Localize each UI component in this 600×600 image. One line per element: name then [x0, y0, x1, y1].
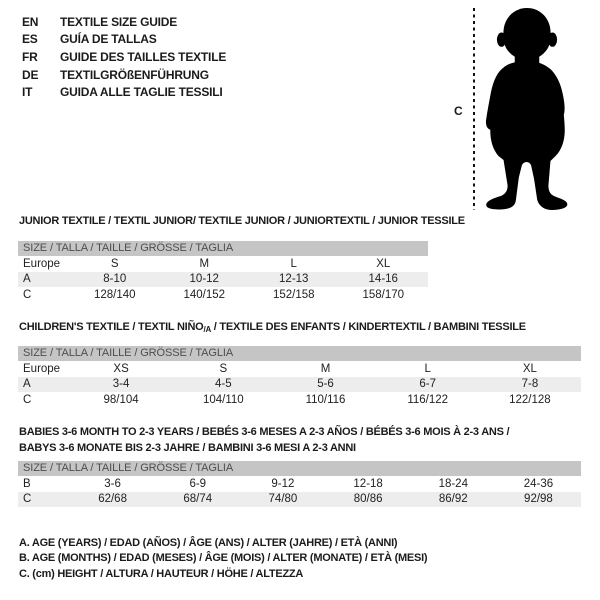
size-cell: 6-9 — [189, 477, 207, 490]
size-cell: S — [219, 362, 228, 375]
language-code: FR — [22, 49, 38, 64]
row-label: C — [23, 288, 32, 301]
language-row — [22, 48, 226, 66]
table-row — [18, 256, 428, 272]
row-label: A — [23, 378, 31, 391]
language-row — [22, 83, 226, 101]
size-header-bar: SIZE / TALLA / TAILLE / GRÖSSE / TAGLIA — [18, 461, 581, 476]
size-cell: 5-6 — [317, 378, 334, 391]
size-cell: 3-6 — [104, 477, 121, 490]
row-label: Europe — [23, 362, 61, 375]
table-row — [18, 377, 581, 393]
size-cell: 7-8 — [521, 378, 539, 391]
size-cell: M — [320, 362, 331, 375]
size-cell: 122/128 — [509, 393, 551, 406]
children-table-title — [19, 321, 526, 334]
size-cell: 3-4 — [112, 378, 130, 391]
language-row — [22, 13, 226, 31]
size-cell: 98/104 — [103, 393, 139, 406]
footnote-b: B. AGE (MONTHS) / EDAD (MESES) / ÂGE (MOIS) / ALTER (MONATE) / ETÀ (MESI) — [19, 552, 428, 565]
language-row — [22, 66, 226, 84]
babies-table-title — [19, 424, 509, 456]
language-code: IT — [22, 85, 33, 100]
row-label: A — [23, 273, 31, 286]
row-label: C — [23, 393, 32, 406]
row-label: Europe — [23, 257, 61, 270]
children-table-title-pre: CHILDREN'S TEXTILE / TEXTIL NIÑO — [19, 321, 204, 333]
table-row — [18, 361, 581, 377]
height-measure-line — [473, 8, 475, 210]
language-label: TEXTILE SIZE GUIDE — [60, 14, 178, 29]
size-cell: XS — [113, 362, 129, 375]
size-cell: 116/122 — [407, 393, 449, 406]
size-cell: 104/110 — [202, 393, 244, 406]
size-header-bar: SIZE / TALLA / TAILLE / GRÖSSE / TAGLIA — [18, 241, 428, 256]
language-label: GUÍA DE TALLAS — [60, 32, 157, 47]
size-cell: 110/116 — [305, 393, 346, 406]
size-cell: 128/140 — [93, 288, 136, 301]
size-cell: 8-10 — [103, 273, 127, 286]
size-cell: 14-16 — [368, 273, 398, 286]
size-cell: L — [424, 362, 431, 375]
height-measure-label: C — [454, 104, 463, 118]
size-cell: 140/152 — [183, 288, 226, 301]
footnote-c: C. (cm) HEIGHT / ALTURA / HAUTEUR / HÖHE / ALTEZZA — [19, 567, 304, 580]
size-cell: S — [110, 257, 119, 270]
size-cell: XL — [522, 362, 537, 375]
row-label: C — [23, 493, 32, 506]
footnotes — [19, 536, 427, 582]
size-cell: 18-24 — [438, 477, 468, 490]
size-cell: 24-36 — [523, 477, 554, 490]
size-cell: 152/158 — [272, 288, 315, 301]
language-label: TEXTILGRÖßENFÜHRUNG — [60, 67, 209, 82]
children-table-title-sub: /A — [203, 325, 211, 334]
toddler-silhouette-icon — [481, 6, 573, 210]
babies-table-title-line1: BABIES 3-6 MONTH TO 2-3 YEARS / BEBÉS 3-6 MESES A 2-3 AÑOS / BÉBÉS 3-6 MOIS À 2-3 ANS / — [19, 426, 510, 438]
footnote-a: A. AGE (YEARS) / EDAD (AÑOS) / ÂGE (ANS) / ALTER (JAHRE) / ETÀ (ANNI) — [19, 537, 398, 549]
language-label: GUIDE DES TAILLES TEXTILE — [60, 49, 227, 64]
size-cell: 9-12 — [271, 477, 295, 490]
size-cell: 12-18 — [353, 477, 383, 490]
size-header-bar: SIZE / TALLA / TAILLE / GRÖSSE / TAGLIA — [18, 346, 581, 361]
language-code: DE — [22, 67, 39, 82]
children-table-title-post: / TEXTILE DES ENFANTS / KINDERTEXTIL / BAMBINI TESSILE — [210, 321, 526, 333]
language-row — [22, 31, 226, 49]
size-cell: 10-12 — [189, 273, 219, 286]
language-label: GUIDA ALLE TAGLIE TESSILI — [60, 85, 223, 100]
size-cell: 92/98 — [524, 493, 553, 506]
size-cell: M — [199, 257, 210, 270]
language-list — [22, 13, 226, 101]
size-cell: 4-5 — [214, 378, 232, 391]
table-row — [18, 287, 428, 303]
size-cell: 6-7 — [419, 378, 437, 391]
size-cell: 68/74 — [183, 493, 213, 506]
table-row — [18, 476, 581, 492]
table-row — [18, 492, 581, 508]
size-cell: 80/86 — [353, 493, 383, 506]
children-size-table — [18, 346, 581, 408]
size-cell: 158/170 — [362, 288, 405, 301]
size-cell: 86/92 — [438, 493, 468, 506]
language-code: ES — [22, 32, 38, 47]
table-row — [18, 272, 428, 288]
babies-size-table — [18, 461, 581, 507]
language-code: EN — [22, 14, 39, 29]
junior-table-title: JUNIOR TEXTILE / TEXTIL JUNIOR/ TEXTILE JUNIOR / JUNIORTEXTIL / JUNIOR TESSILE — [19, 215, 465, 227]
size-cell: L — [290, 257, 297, 270]
size-cell: XL — [376, 257, 391, 270]
size-cell: 74/80 — [268, 493, 298, 506]
babies-table-title-line2: BABYS 3-6 MONATE BIS 2-3 JAHRE / BAMBINI 3-6 MESI A 2-3 ANNI — [19, 442, 356, 454]
table-row — [18, 392, 581, 408]
junior-size-table — [18, 241, 428, 303]
size-cell: 12-13 — [279, 273, 309, 286]
size-cell: 62/68 — [98, 493, 127, 506]
row-label: B — [23, 477, 31, 490]
